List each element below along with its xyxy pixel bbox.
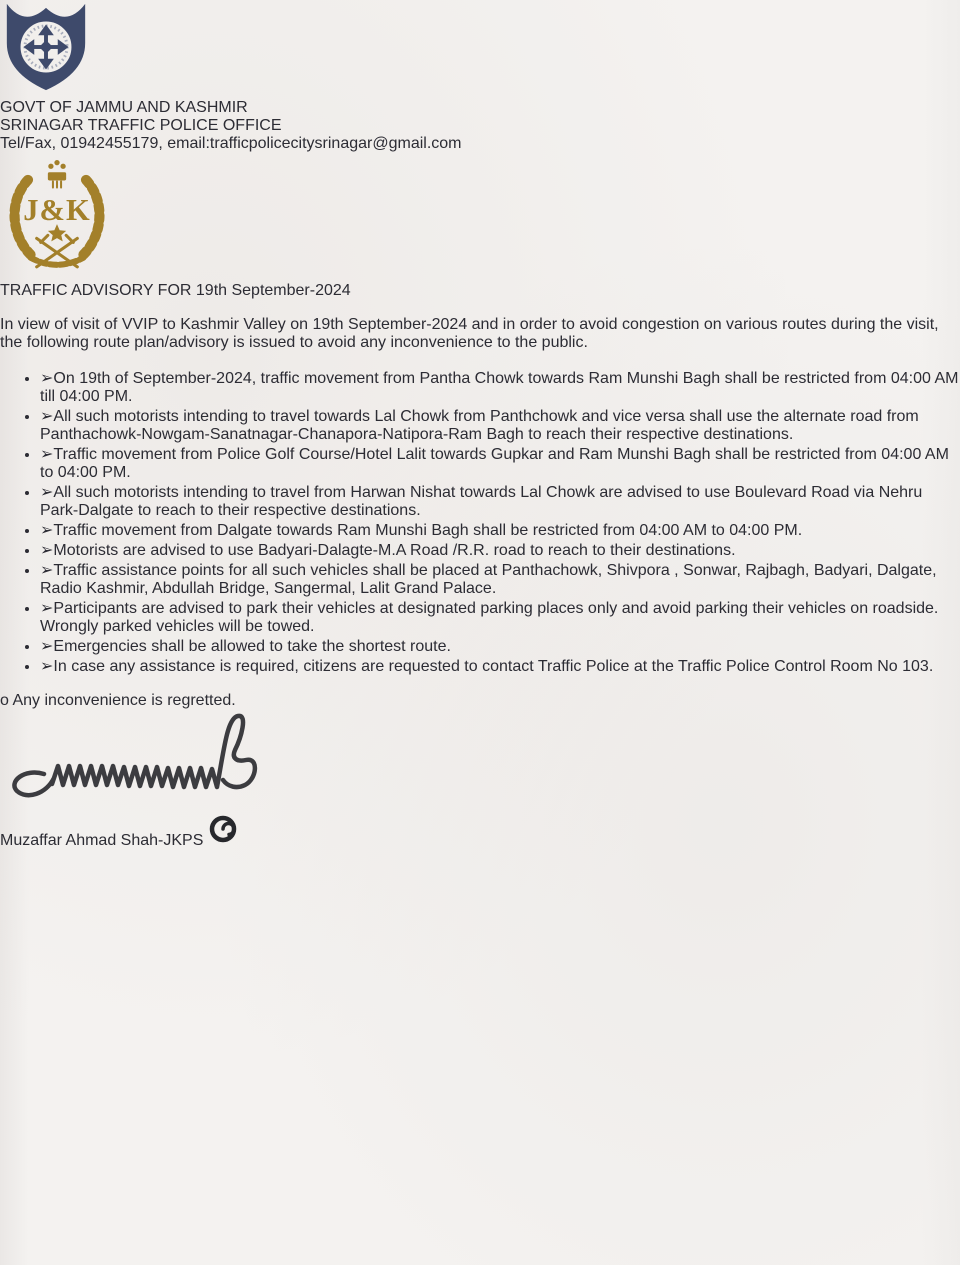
scan-edge-line-left [9, 8, 11, 478]
office-title: SRINAGAR TRAFFIC POLICE OFFICE [0, 117, 282, 134]
advisory-point: • ➢All such motorists intending to travel from Harwan Nishat towards Lal Chowk are advised to use Boulevard Road via Nehru Park-Dalgate to reach to their respective destinations. [40, 482, 960, 520]
bullet-arrow-icon: ➢ [40, 562, 54, 579]
footer-bar [0, 815, 960, 850]
advisory-point: • ➢Traffic movement from Dalgate towards Ram Munshi Bagh shall be restricted from 04:00 AM to 04:00 PM. [40, 520, 960, 540]
bullet-arrow-icon: ➢ [40, 370, 54, 387]
spiral-badge-icon [208, 832, 238, 849]
advisory-point: • ➢Motorists are advised to use Badyari-Dalagte-M.A Road /R.R. road to reach to their destinations. [40, 540, 960, 560]
page-title [0, 282, 960, 300]
advisory-point: • ➢On 19th of September-2024, traffic movement from Pantha Chowk towards Ram Munshi Bagh shall be restricted from 04:00 AM till 04:00 PM. [40, 368, 960, 406]
handwritten-signature [0, 710, 960, 815]
jk-police-crest-icon [0, 153, 960, 282]
bullet-arrow-icon: ➢ [40, 658, 54, 675]
inconvenience-note [0, 692, 960, 710]
advisory-point: • ➢All such motorists intending to travel towards Lal Chowk from Panthchowk and vice versa shall use the alternate road from Panthachowk-Nowgam-Sanatnagar-Chanapora-Natipora-Ram Bagh to reach their respective destinations. [40, 406, 960, 444]
bullet-arrow-icon: ➢ [40, 484, 54, 501]
bullet-arrow-icon: ➢ [40, 446, 54, 463]
advisory-points-list [0, 368, 960, 676]
circle-bullet-icon: o [0, 692, 9, 709]
letterhead [0, 99, 960, 153]
advisory-point: • ➢In case any assistance is required, citizens are requested to contact Traffic Police at the Traffic Police Control Room No 103. [40, 656, 960, 676]
bullet-arrow-icon: ➢ [40, 638, 54, 655]
govt-line: GOVT OF JAMMU AND KASHMIR [0, 99, 248, 116]
signatory-name: Muzaffar Ahmad Shah-JKPS [0, 832, 204, 849]
page-title-text: TRAFFIC ADVISORY FOR 19th September-2024 [0, 282, 351, 299]
advisory-point: • ➢Participants are advised to park their vehicles at designated parking places only and avoid parking their vehicles on roadside. Wrongly parked vehicles will be towed. [40, 598, 960, 636]
traffic-police-shield-icon [0, 0, 960, 99]
email-address: , email:trafficpolicecitysrinagar@gmail.com [158, 135, 462, 152]
phone-number: Tel/Fax, 01942455179 [0, 135, 159, 152]
advisory-point: • ➢Traffic movement from Police Golf Course/Hotel Lalit towards Gupkar and Ram Munshi Bagh shall be restricted from 04:00 AM to 04:00 PM. [40, 444, 960, 482]
crest-monogram: J&K [23, 193, 91, 228]
inconvenience-note-text: Any inconvenience is regretted. [12, 692, 236, 709]
bullet-arrow-icon: ➢ [40, 542, 54, 559]
contact-line [0, 135, 960, 153]
advisory-body [0, 316, 960, 710]
bullet-arrow-icon: ➢ [40, 408, 54, 425]
intro-paragraph: In view of visit of VVIP to Kashmir Valley on 19th September-2024 and in order to avoid congestion on various routes during the visit, the following route plan/advisory is issued to avoid any inconvenience to the public. [0, 316, 939, 351]
advisory-point: • ➢Traffic assistance points for all such vehicles shall be placed at Panthachowk, Shivpora , Sonwar, Rajbagh, Badyari, Dalgate, Radio Kashmir, Abdullah Bridge, Sangermal, Lalit Grand Palace. [40, 560, 960, 598]
bullet-arrow-icon: ➢ [40, 522, 54, 539]
bullet-arrow-icon: ➢ [40, 600, 54, 617]
advisory-point: • ➢Emergencies shall be allowed to take the shortest route. [40, 636, 960, 656]
